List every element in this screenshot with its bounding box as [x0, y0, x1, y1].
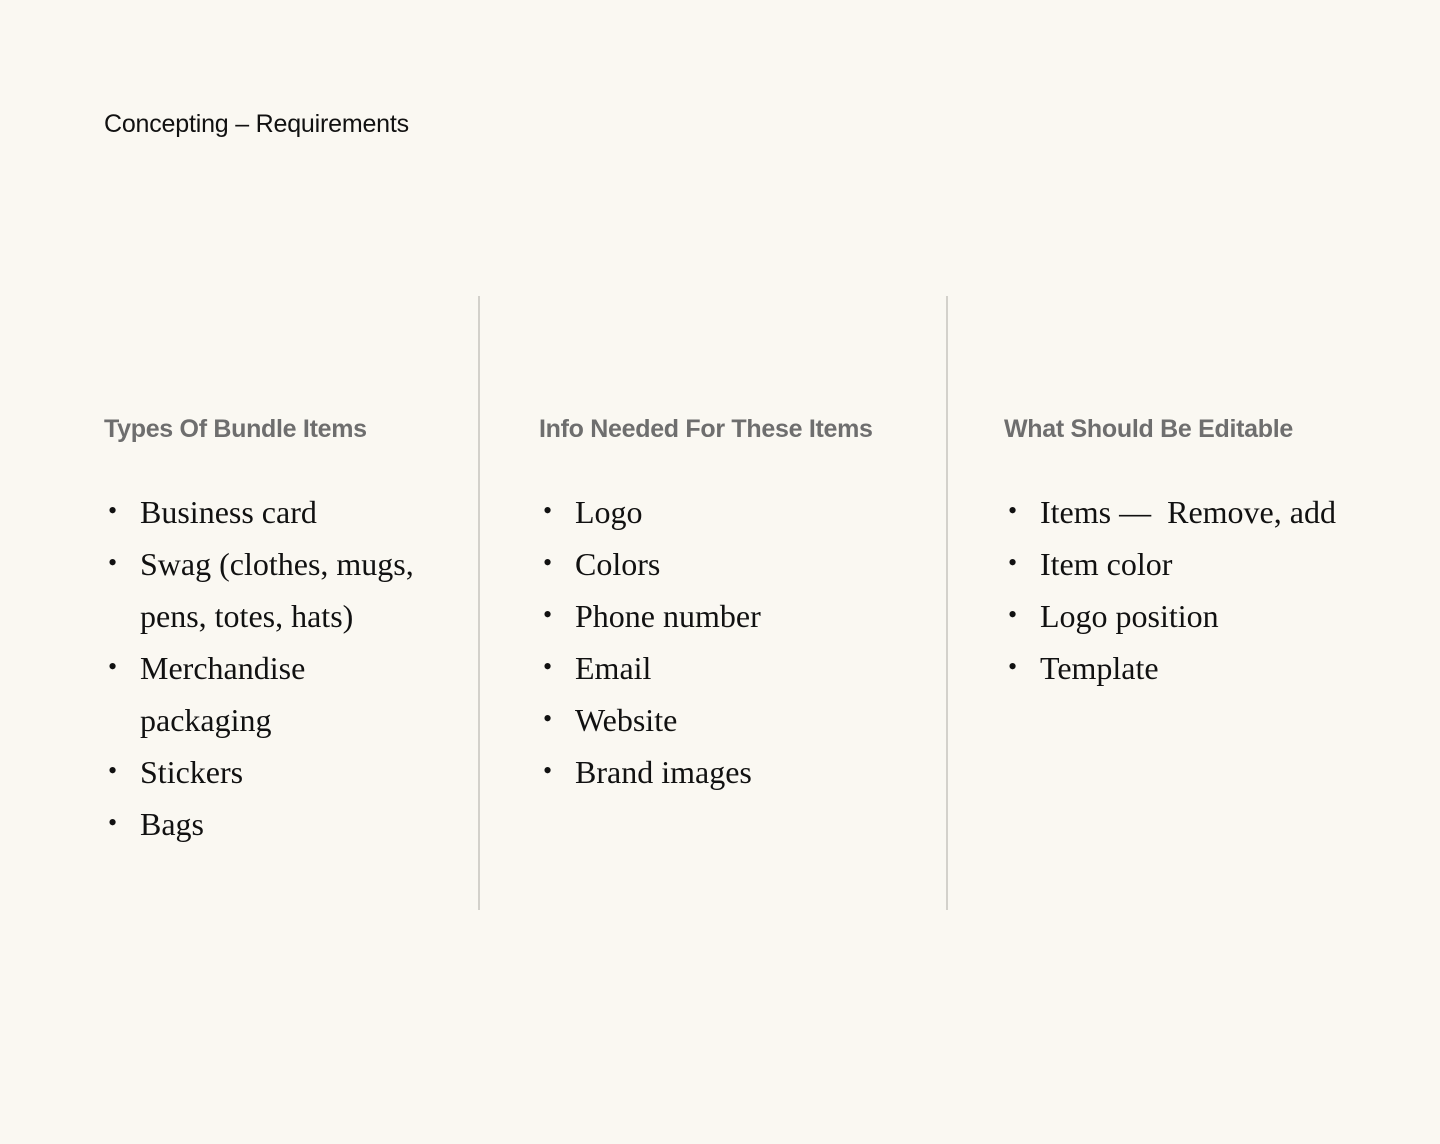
bullet-icon: • [1008, 600, 1018, 629]
list-item-text: Phone number [575, 598, 761, 634]
list-item-text: Website [575, 702, 678, 738]
list-item-text: Stickers [140, 754, 244, 790]
list-item [1004, 538, 1404, 590]
column-heading: Types Of Bundle Items [104, 415, 367, 443]
bullet-icon: • [543, 756, 553, 785]
list-item-text: Items — Remove, add [1040, 494, 1336, 530]
list-item [1004, 642, 1404, 694]
list-item-text: Email [575, 650, 652, 686]
list-item [539, 694, 919, 746]
bundle-items-list [104, 486, 444, 850]
list-item [539, 538, 919, 590]
bullet-icon: • [543, 652, 553, 681]
column-divider [478, 296, 480, 910]
list-item [539, 590, 919, 642]
list-item-text: Logo [575, 494, 643, 530]
list-item-text: Swag (clothes, mugs, pens, totes, hats) [140, 546, 414, 634]
column-editable [1004, 410, 1404, 694]
list-item-text: Bags [140, 806, 204, 842]
bullet-icon: • [108, 548, 118, 577]
list-item-text: Template [1040, 650, 1159, 686]
column-heading: What Should Be Editable [1004, 415, 1293, 443]
list-item-text: Item color [1040, 546, 1173, 582]
bullet-icon: • [108, 756, 118, 785]
bullet-icon: • [1008, 496, 1018, 525]
list-item-text: Brand images [575, 754, 752, 790]
column-info-needed [539, 410, 919, 798]
bullet-icon: • [108, 652, 118, 681]
bullet-icon: • [1008, 548, 1018, 577]
list-item [104, 642, 444, 746]
list-item [539, 746, 919, 798]
bullet-icon: • [543, 548, 553, 577]
bullet-icon: • [543, 704, 553, 733]
bullet-icon: • [543, 496, 553, 525]
column-divider [946, 296, 948, 910]
list-item [1004, 590, 1404, 642]
bullet-icon: • [1008, 652, 1018, 681]
list-item [104, 538, 444, 642]
info-needed-list [539, 486, 919, 798]
bullet-icon: • [108, 496, 118, 525]
column-bundle-items [104, 410, 444, 850]
bullet-icon: • [543, 600, 553, 629]
list-item [1004, 486, 1404, 538]
list-item [539, 642, 919, 694]
list-item [104, 798, 444, 850]
page-title: Concepting – Requirements [104, 110, 409, 138]
list-item-text: Logo position [1040, 598, 1219, 634]
list-item [539, 486, 919, 538]
list-item-text: Business card [140, 494, 317, 530]
list-item-text: Merchandise packaging [140, 650, 306, 738]
list-item [104, 746, 444, 798]
editable-list [1004, 486, 1404, 694]
list-item [104, 486, 444, 538]
column-heading: Info Needed For These Items [539, 415, 873, 443]
list-item-text: Colors [575, 546, 661, 582]
bullet-icon: • [108, 808, 118, 837]
